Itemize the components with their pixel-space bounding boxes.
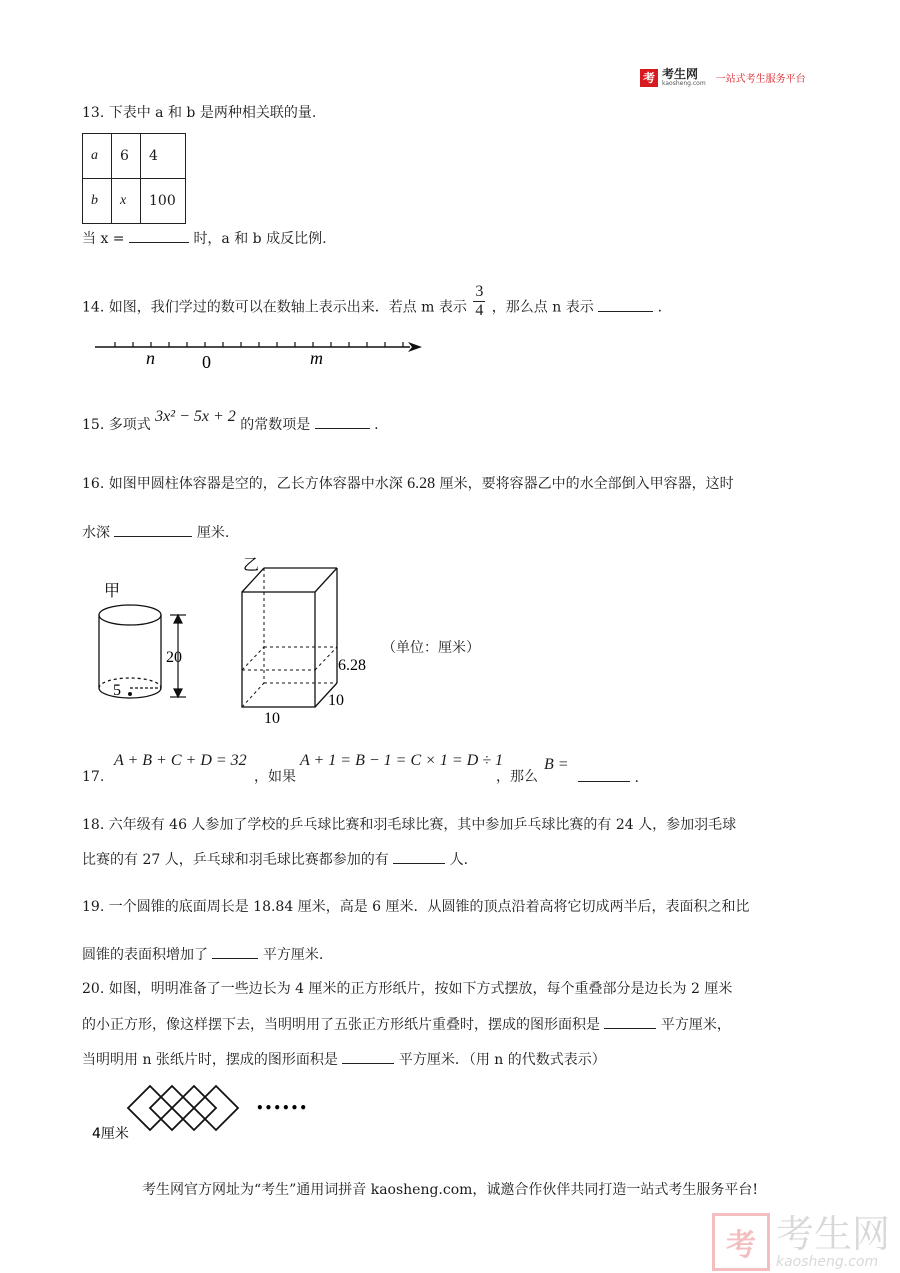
overlapping-squares: [128, 1086, 238, 1130]
q19-line2-pre: 圆锥的表面积增加了: [82, 947, 208, 963]
q14-frac-den: 4: [475, 302, 484, 319]
q16-line2: [82, 522, 229, 543]
q14-stem-pre: 14. 如图，我们学过的数可以在数轴上表示出来．若点 m 表示: [82, 299, 467, 316]
q20-figure: [92, 1078, 312, 1146]
q14-fraction: [473, 283, 485, 320]
logo-url: kaosheng.com: [662, 80, 706, 87]
q15-pre: 15. 多项式: [82, 417, 151, 433]
q15-end: .: [374, 417, 379, 433]
logo-slogan: 一站式考生服务平台: [715, 74, 806, 85]
q14-stem-post: ，那么点 n 表示: [491, 299, 594, 316]
cyl-height: 20: [166, 649, 182, 666]
q15-expr: 3x² − 5x + 2: [155, 408, 236, 425]
q18-line1: 18. 六年级有 46 人参加了学校的乒乓球比赛和羽毛球比赛，其中参加乒乓球比赛的有 24 人，参加羽毛球: [82, 817, 737, 833]
q18-blank[interactable]: [393, 849, 445, 864]
q20-line3: [82, 1049, 606, 1070]
q20-blank-2[interactable]: [342, 1049, 394, 1064]
label-zero: 0: [202, 352, 211, 372]
header-logo: [640, 68, 806, 87]
q20-blank-1[interactable]: [604, 1014, 656, 1029]
q19-line2-post: 平方厘米.: [262, 947, 324, 963]
cyl-radius: 5: [113, 682, 121, 699]
box-side-right: 10: [328, 692, 344, 709]
q14-frac-num: 3: [475, 283, 484, 300]
q16-line2-post: 厘米.: [196, 525, 230, 541]
dimension-edge: [128, 1108, 150, 1130]
q17-mid: ，如果: [254, 769, 296, 785]
q17-num: 17.: [82, 769, 105, 785]
table-cell: 100: [141, 179, 186, 224]
q18-line2: [82, 849, 468, 870]
number-line-arrow: [408, 342, 422, 352]
label-jia: 甲: [104, 581, 121, 600]
rect-box: [242, 568, 337, 707]
watermark-name: 考生网: [776, 1212, 891, 1256]
cylinder-center: [128, 692, 132, 696]
q17-eq2: A + 1 = B − 1 = C × 1 = D ÷ 1: [300, 752, 504, 769]
q16-blank[interactable]: [114, 522, 192, 537]
q20-line2-post: 平方厘米，: [660, 1017, 731, 1033]
q13-table: [82, 133, 186, 224]
table-cell: 6: [112, 134, 141, 179]
q14-stem: [82, 283, 663, 326]
q14-blank[interactable]: [598, 297, 653, 312]
q15-line: [82, 408, 379, 435]
table-cell: 4: [141, 134, 186, 179]
q17-answer: [578, 767, 639, 788]
q17-eq3: B =: [544, 756, 569, 773]
footer-text: 考生网官方网址为“考生”通用词拼音 kaosheng.com，诚邀合作伙伴共同打造一站式考生服务平台!: [141, 1182, 759, 1198]
number-line: [90, 336, 430, 376]
q16-unit-note: （单位：厘米）: [382, 640, 480, 656]
watermark-mark: 考: [712, 1213, 770, 1271]
square-size-label: 4厘米: [92, 1126, 129, 1142]
q16-line1-pre: 16. 如图甲圆柱体容器是空的，乙长方体容器中水深: [82, 476, 403, 492]
table-cell: x: [112, 179, 141, 224]
q16-line2-pre: 水深: [82, 525, 110, 541]
table-cell: b: [83, 179, 112, 224]
q17-eq1: A + B + C + D = 32: [114, 752, 247, 769]
label-yi: 乙: [243, 555, 260, 574]
logo-name: 考生网: [662, 67, 699, 81]
q16-line1: [82, 474, 734, 494]
q13-blank[interactable]: [129, 228, 189, 243]
q18-line2-post: 人.: [449, 852, 469, 868]
q17-blank[interactable]: [578, 767, 630, 782]
logo-mark: 考: [640, 69, 658, 87]
continuation-dots: ••••••: [256, 1101, 309, 1115]
label-m: m: [310, 348, 323, 368]
watermark-logo: [712, 1213, 890, 1271]
q20-line1: 20. 如图，明明准备了一些边长为 4 厘米的正方形纸片，按如下方式摆放，每个重叠部分是边长为 2 厘米: [82, 981, 733, 997]
label-n: n: [146, 348, 155, 368]
q20-line3-post: 平方厘米．（用 n 的代数式表示）: [398, 1052, 606, 1068]
table-row: [83, 134, 186, 179]
q15-blank[interactable]: [315, 414, 370, 429]
q20-line2-pre: 的小正方形，像这样摆下去，当明明用了五张正方形纸片重叠时，摆成的图形面积是: [82, 1017, 600, 1033]
q20-line2: [82, 1014, 731, 1035]
q14-end: .: [657, 299, 663, 316]
q19-blank[interactable]: [212, 944, 258, 959]
table-cell: a: [83, 134, 112, 179]
q19-line1: 19. 一个圆锥的底面周长是 18.84 厘米，高是 6 厘米．从圆锥的顶点沿着高将它切成两半后，表面积之和比: [82, 899, 750, 915]
q18-line2-pre: 比赛的有 27 人，乒乓球和羽毛球比赛都参加的有: [82, 852, 389, 868]
box-depth: 6.28: [338, 657, 366, 674]
q17-then: ，那么: [496, 769, 538, 785]
q13-stem: 13. 下表中 a 和 b 是两种相关联的量.: [82, 105, 317, 121]
cylinder: [99, 605, 161, 698]
q17-end: .: [634, 770, 639, 786]
q16-line1-post: 厘米，要将容器乙中的水全部倒入甲容器，这时: [439, 476, 734, 492]
box-side-bottom: 10: [264, 710, 280, 727]
table-row: [83, 179, 186, 224]
watermark-url: kaosheng.com: [776, 1254, 879, 1270]
q13-answer-line: [82, 228, 327, 249]
box-hidden-edges: [242, 568, 337, 707]
q16-figure: [88, 552, 388, 730]
q16-depth: 6.28: [407, 475, 436, 492]
q13-answer-pre: 当 x =: [82, 231, 125, 247]
q19-line2: [82, 944, 323, 965]
q20-line3-pre: 当明明用 n 张纸片时，摆成的图形面积是: [82, 1052, 338, 1068]
q13-answer-post: 时，a 和 b 成反比例.: [193, 231, 327, 247]
q15-post: 的常数项是: [240, 417, 311, 433]
